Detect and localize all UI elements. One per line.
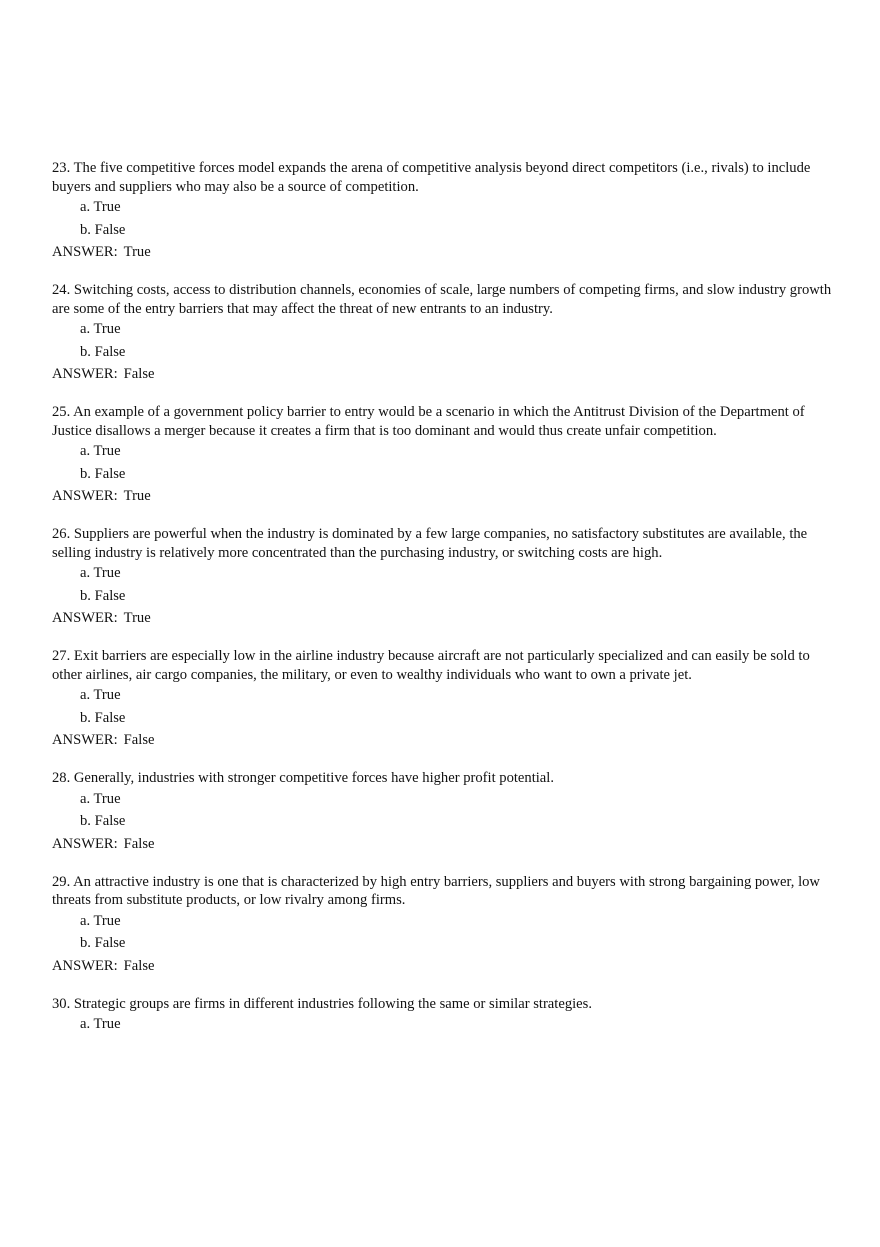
question-26 — [52, 525, 832, 629]
option-false: b. False — [80, 221, 126, 238]
answer-label: ANSWER: — [52, 244, 118, 260]
answer-value: False — [123, 366, 155, 382]
option-false: b. False — [80, 465, 126, 482]
option-false: b. False — [80, 935, 126, 951]
option-true: a. True — [80, 912, 121, 929]
answer-value: False — [123, 835, 155, 852]
option-true: a. True — [80, 199, 121, 215]
question-24 — [52, 281, 832, 385]
answer-value: False — [123, 957, 155, 974]
option-true: a. True — [80, 321, 121, 337]
question-27 — [52, 647, 832, 751]
answer-value: True — [123, 610, 151, 626]
answer-label: ANSWER: — [52, 366, 118, 382]
question-25 — [52, 403, 832, 507]
option-true: a. True — [80, 790, 121, 807]
option-true: a. True — [80, 687, 121, 703]
question-text: 30. Strategic groups are firms in different industries following the same or similar strategies. — [52, 995, 592, 1012]
option-true: a. True — [80, 443, 121, 459]
answer-label: ANSWER: — [52, 732, 118, 748]
answer-label: ANSWER: — [52, 610, 118, 626]
question-text: 24. Switching costs, access to distribution channels, economies of scale, large numbers of competing firms, and slow industry growth are some of the entry barriers that may affect the threat of new entrants to an industry. — [52, 282, 832, 317]
option-false: b. False — [80, 813, 126, 829]
question-text: 23. The five competitive forces model expands the arena of competitive analysis beyond direct competitors (i.e., rivals) to include buyers and suppliers who may also be a source of competition. — [52, 160, 811, 195]
answer-label: ANSWER: — [52, 957, 118, 974]
answer-value: False — [123, 732, 155, 748]
answer-value: True — [123, 488, 151, 504]
question-28 — [52, 769, 832, 855]
question-29 — [52, 873, 832, 977]
answer-line — [52, 363, 832, 385]
answer-value: True — [123, 244, 151, 260]
question-text: 26. Suppliers are powerful when the industry is dominated by a few large companies, no satisfactory substitutes are available, the selling industry is relatively more concentrated than the purchasing industry, or switching costs are high. — [52, 526, 808, 561]
answer-line — [52, 833, 832, 855]
option-true: a. True — [80, 1016, 121, 1032]
option-false: b. False — [80, 709, 126, 726]
answer-label: ANSWER: — [52, 835, 118, 852]
question-text: 27. Exit barriers are especially low in the airline industry because aircraft are not particularly specialized and can easily be sold to other airlines, air cargo companies, the military, or even to wealthy individuals who want to own a private jet. — [52, 648, 810, 683]
document-page — [52, 159, 832, 1036]
answer-line — [52, 955, 832, 977]
answer-line — [52, 241, 832, 263]
answer-label: ANSWER: — [52, 488, 118, 504]
option-true: a. True — [80, 565, 121, 581]
option-false: b. False — [80, 343, 126, 360]
question-text: 25. An example of a government policy barrier to entry would be a scenario in which the Antitrust Division of the Department of Justice disallows a merger because it creates a firm that is too dominant and would thus create unfair competition. — [52, 404, 805, 439]
option-false: b. False — [80, 587, 126, 604]
answer-line — [52, 485, 832, 507]
question-23 — [52, 159, 832, 263]
question-text: 28. Generally, industries with stronger competitive forces have higher profit potential. — [52, 770, 554, 786]
question-30 — [52, 995, 832, 1036]
question-text: 29. An attractive industry is one that is characterized by high entry barriers, suppliers and buyers with strong bargaining power, low threats from substitute products, or low rivalry among firms. — [52, 873, 820, 908]
answer-line — [52, 607, 832, 629]
answer-line — [52, 729, 832, 751]
